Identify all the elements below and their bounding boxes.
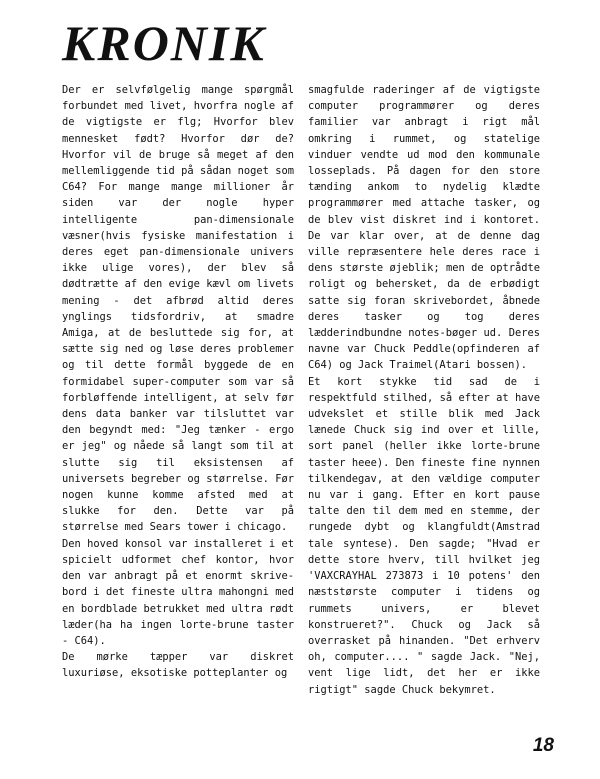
paragraph: De mørke tæpper var diskret luxuriøse, eksotiske potteplanter og [62,651,294,680]
right-column [308,82,540,698]
paragraph: Der er selvfølgelig mange spørgmål forbundet med livet, hvorfra nogle af de vigtigste er flg; Hvorfor blev mennesket født? Hvorfor dør de? Hvorfor vil de bruge så meget af den mellemliggende tid på sådan noget som C64? For mange mange millioner år siden var der nogle hyper intelligente pan-dimensionale væsner(hvis fysiske manifestation i deres eget pan-dimensionale univers ikke ulige vores), der blev så dødtrætte af den evige kævl om livets mening - det afbrød altid deres ynglings tidsfordriv, at smadre Amiga, at de besluttede sig for, at sætte sig ned og løse deres problemer og til dette formål byggede de en formidabel super-computer som var så forbløffende intelligent, at selv før dens data banker var tilsluttet var den begyndt med: "Jeg tænker - ergo er jeg" og nåede så langt som til at slutte sig til eksistensen af universets begreber og størrelse. Før nogen kunne komme afsted med at slukke for den. Dette var på størrelse med Sears tower i chicago. [62,84,294,534]
left-column [62,82,294,682]
page-title: KRONIK [62,15,266,71]
page-number: 18 [532,735,554,756]
paragraph: Et kort stykke tid sad de i respektfuld stilhed, så efter at have udvekslet et stille blik med Jack lænede Chuck sig ind over et lille, sort panel (heller ikke lorte-brune taster heee). Den fineste fine nynnen tilkendegav, at den vældige computer nu var i gang. Efter en kort pause talte den til dem med en stemme, der rungede dybt og klangfuldt(Amstrad tale syntese). Den sagde; "Hvad er dette store hverv, till hvilket jeg 'VAXCRAYHAL 273873 i 10 potens' den næststørste computer i tidens og rummets univers, er blevet konstrueret?". Chuck og Jack så overrasket på hinanden. "Det erhverv oh, computer.... " sagde Jack. "Nej, vent lige lidt, det her er ikke rigtigt" sagde Chuck bekymret. [308,375,540,696]
paragraph: Den hoved konsol var installeret i et spicielt udformet chef kontor, hvor den var anbragt på et enormt skrive-bord i det fineste ultra mahongni med en bordblade betrukket med ultra rødt læder(ha ha ingen lorte-brune taster - C64). [62,537,294,647]
paragraph: smagfulde raderinger af de vigtigste computer programmører og deres familier var anbragt i rigt mål omkring i rummet, og statelige vinduer vendte ud mod den kommunale losseplads. På dagen for den store tænding ankom to nydelig klædte programmører med attache tasker, og de blev vist diskret ind i kontoret. De var klar over, at de denne dag ville repræsentere hele deres race i dens største øjeblik; men de optrådte roligt og behersket, da de erbødigt satte sig foran skrivebordet, åbnede deres tasker og tog deres lædderindbundne notes-bøger ud. Deres navne var Chuck Peddle(opfinderen af C64) og Jack Traimel(Atari bossen). [308,84,540,372]
